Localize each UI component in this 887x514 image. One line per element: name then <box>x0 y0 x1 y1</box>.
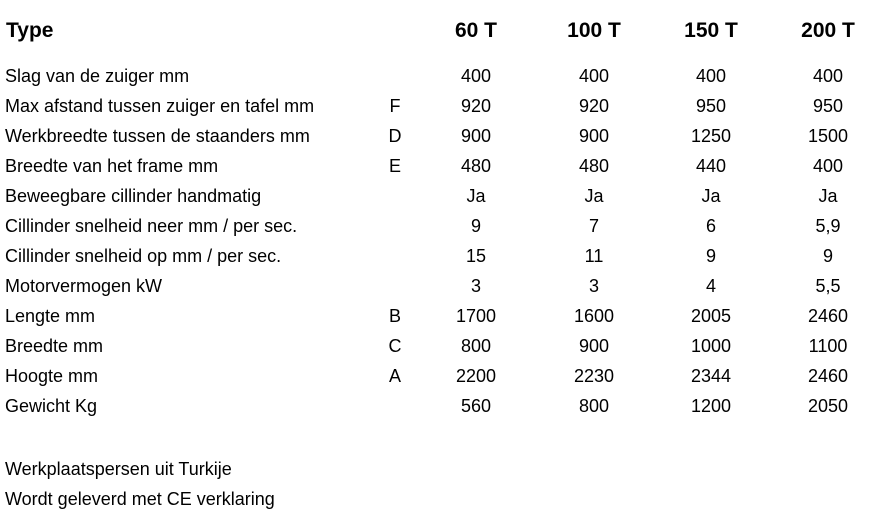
table-row <box>0 241 887 271</box>
table-cell: 9 <box>470 216 481 236</box>
table-cell: 950 <box>695 96 727 116</box>
table-cell: 1000 <box>690 336 732 356</box>
table-row <box>0 91 887 121</box>
table-row <box>0 361 887 391</box>
row-label: Lengte mm <box>5 306 96 326</box>
table-cell: 400 <box>578 66 610 86</box>
table-cell: 400 <box>695 66 727 86</box>
table-cell: 800 <box>460 336 492 356</box>
table-cell: 900 <box>578 336 610 356</box>
table-cell: 1100 <box>808 336 848 356</box>
table-cell: Ja <box>584 186 604 206</box>
table-cell: 3 <box>588 276 599 296</box>
header-col-60t: 60 T <box>454 19 498 42</box>
table-cell: 400 <box>460 66 492 86</box>
table-cell: 800 <box>578 396 610 416</box>
row-label: Hoogte mm <box>5 366 99 386</box>
row-dimension-code: F <box>389 96 401 116</box>
table-cell: 1250 <box>690 126 732 146</box>
table-row <box>0 181 887 211</box>
row-label: Breedte mm <box>5 336 104 356</box>
table-row <box>0 391 887 421</box>
table-cell: 2460 <box>807 366 849 386</box>
table-cell: 2230 <box>573 366 615 386</box>
table-cell: 3 <box>470 276 481 296</box>
row-dimension-code: E <box>388 156 401 176</box>
table-cell: 15 <box>465 246 487 266</box>
table-cell: 5,5 <box>815 276 841 296</box>
table-cell: 7 <box>588 216 599 236</box>
table-cell: 11 <box>584 246 604 266</box>
row-label: Cillinder snelheid neer mm / per sec. <box>5 216 298 236</box>
table-row <box>0 121 887 151</box>
table-row <box>0 61 887 91</box>
row-label: Breedte van het frame mm <box>5 156 219 176</box>
row-dimension-code: C <box>388 336 402 356</box>
table-cell: Ja <box>701 186 721 206</box>
table-cell: 950 <box>812 96 844 116</box>
note-origin: Werkplaatspersen uit Turkije <box>5 459 232 479</box>
table-cell: 400 <box>812 66 844 86</box>
table-cell: 900 <box>578 126 610 146</box>
table-cell: 5,9 <box>815 216 841 236</box>
header-col-100t: 100 T <box>567 19 621 42</box>
table-cell: 1600 <box>573 306 615 326</box>
table-cell: 920 <box>578 96 610 116</box>
table-cell: Ja <box>466 186 486 206</box>
table-cell: 2005 <box>690 306 732 326</box>
table-row <box>0 271 887 301</box>
row-label: Gewicht Kg <box>5 396 98 416</box>
table-cell: 2344 <box>690 366 732 386</box>
table-cell: 2200 <box>455 366 497 386</box>
table-cell: 480 <box>460 156 492 176</box>
row-label: Cillinder snelheid op mm / per sec. <box>5 246 282 266</box>
header-col-200t: 200 T <box>801 19 855 42</box>
table-cell: 480 <box>578 156 610 176</box>
table-cell: 1200 <box>690 396 732 416</box>
note-ce: Wordt geleverd met CE verklaring <box>5 489 275 509</box>
row-label: Beweegbare cillinder handmatig <box>5 186 262 206</box>
table-cell: 9 <box>822 246 833 266</box>
row-label: Max afstand tussen zuiger en tafel mm <box>5 96 315 116</box>
row-dimension-code: B <box>388 306 401 326</box>
row-dimension-code: D <box>388 126 402 146</box>
table-cell: 1700 <box>455 306 497 326</box>
table-cell: 6 <box>705 216 716 236</box>
table-cell: 4 <box>705 276 716 296</box>
table-cell: 9 <box>705 246 716 266</box>
table-cell: 560 <box>460 396 492 416</box>
table-cell: Ja <box>818 186 838 206</box>
row-label: Slag van de zuiger mm <box>5 66 190 86</box>
table-row <box>0 211 887 241</box>
table-row <box>0 301 887 331</box>
header-col-150t: 150 T <box>684 19 738 42</box>
table-cell: 900 <box>460 126 492 146</box>
header-type: Type <box>6 19 54 42</box>
table-cell: 440 <box>695 156 727 176</box>
table-cell: 920 <box>460 96 492 116</box>
table-row <box>0 151 887 181</box>
row-label: Werkbreedte tussen de staanders mm <box>5 126 310 146</box>
table-row <box>0 331 887 361</box>
row-label: Motorvermogen kW <box>5 276 163 296</box>
table-cell: 2460 <box>807 306 849 326</box>
table-cell: 400 <box>812 156 844 176</box>
row-dimension-code: A <box>388 366 401 386</box>
table-cell: 1500 <box>807 126 849 146</box>
table-cell: 2050 <box>807 396 849 416</box>
